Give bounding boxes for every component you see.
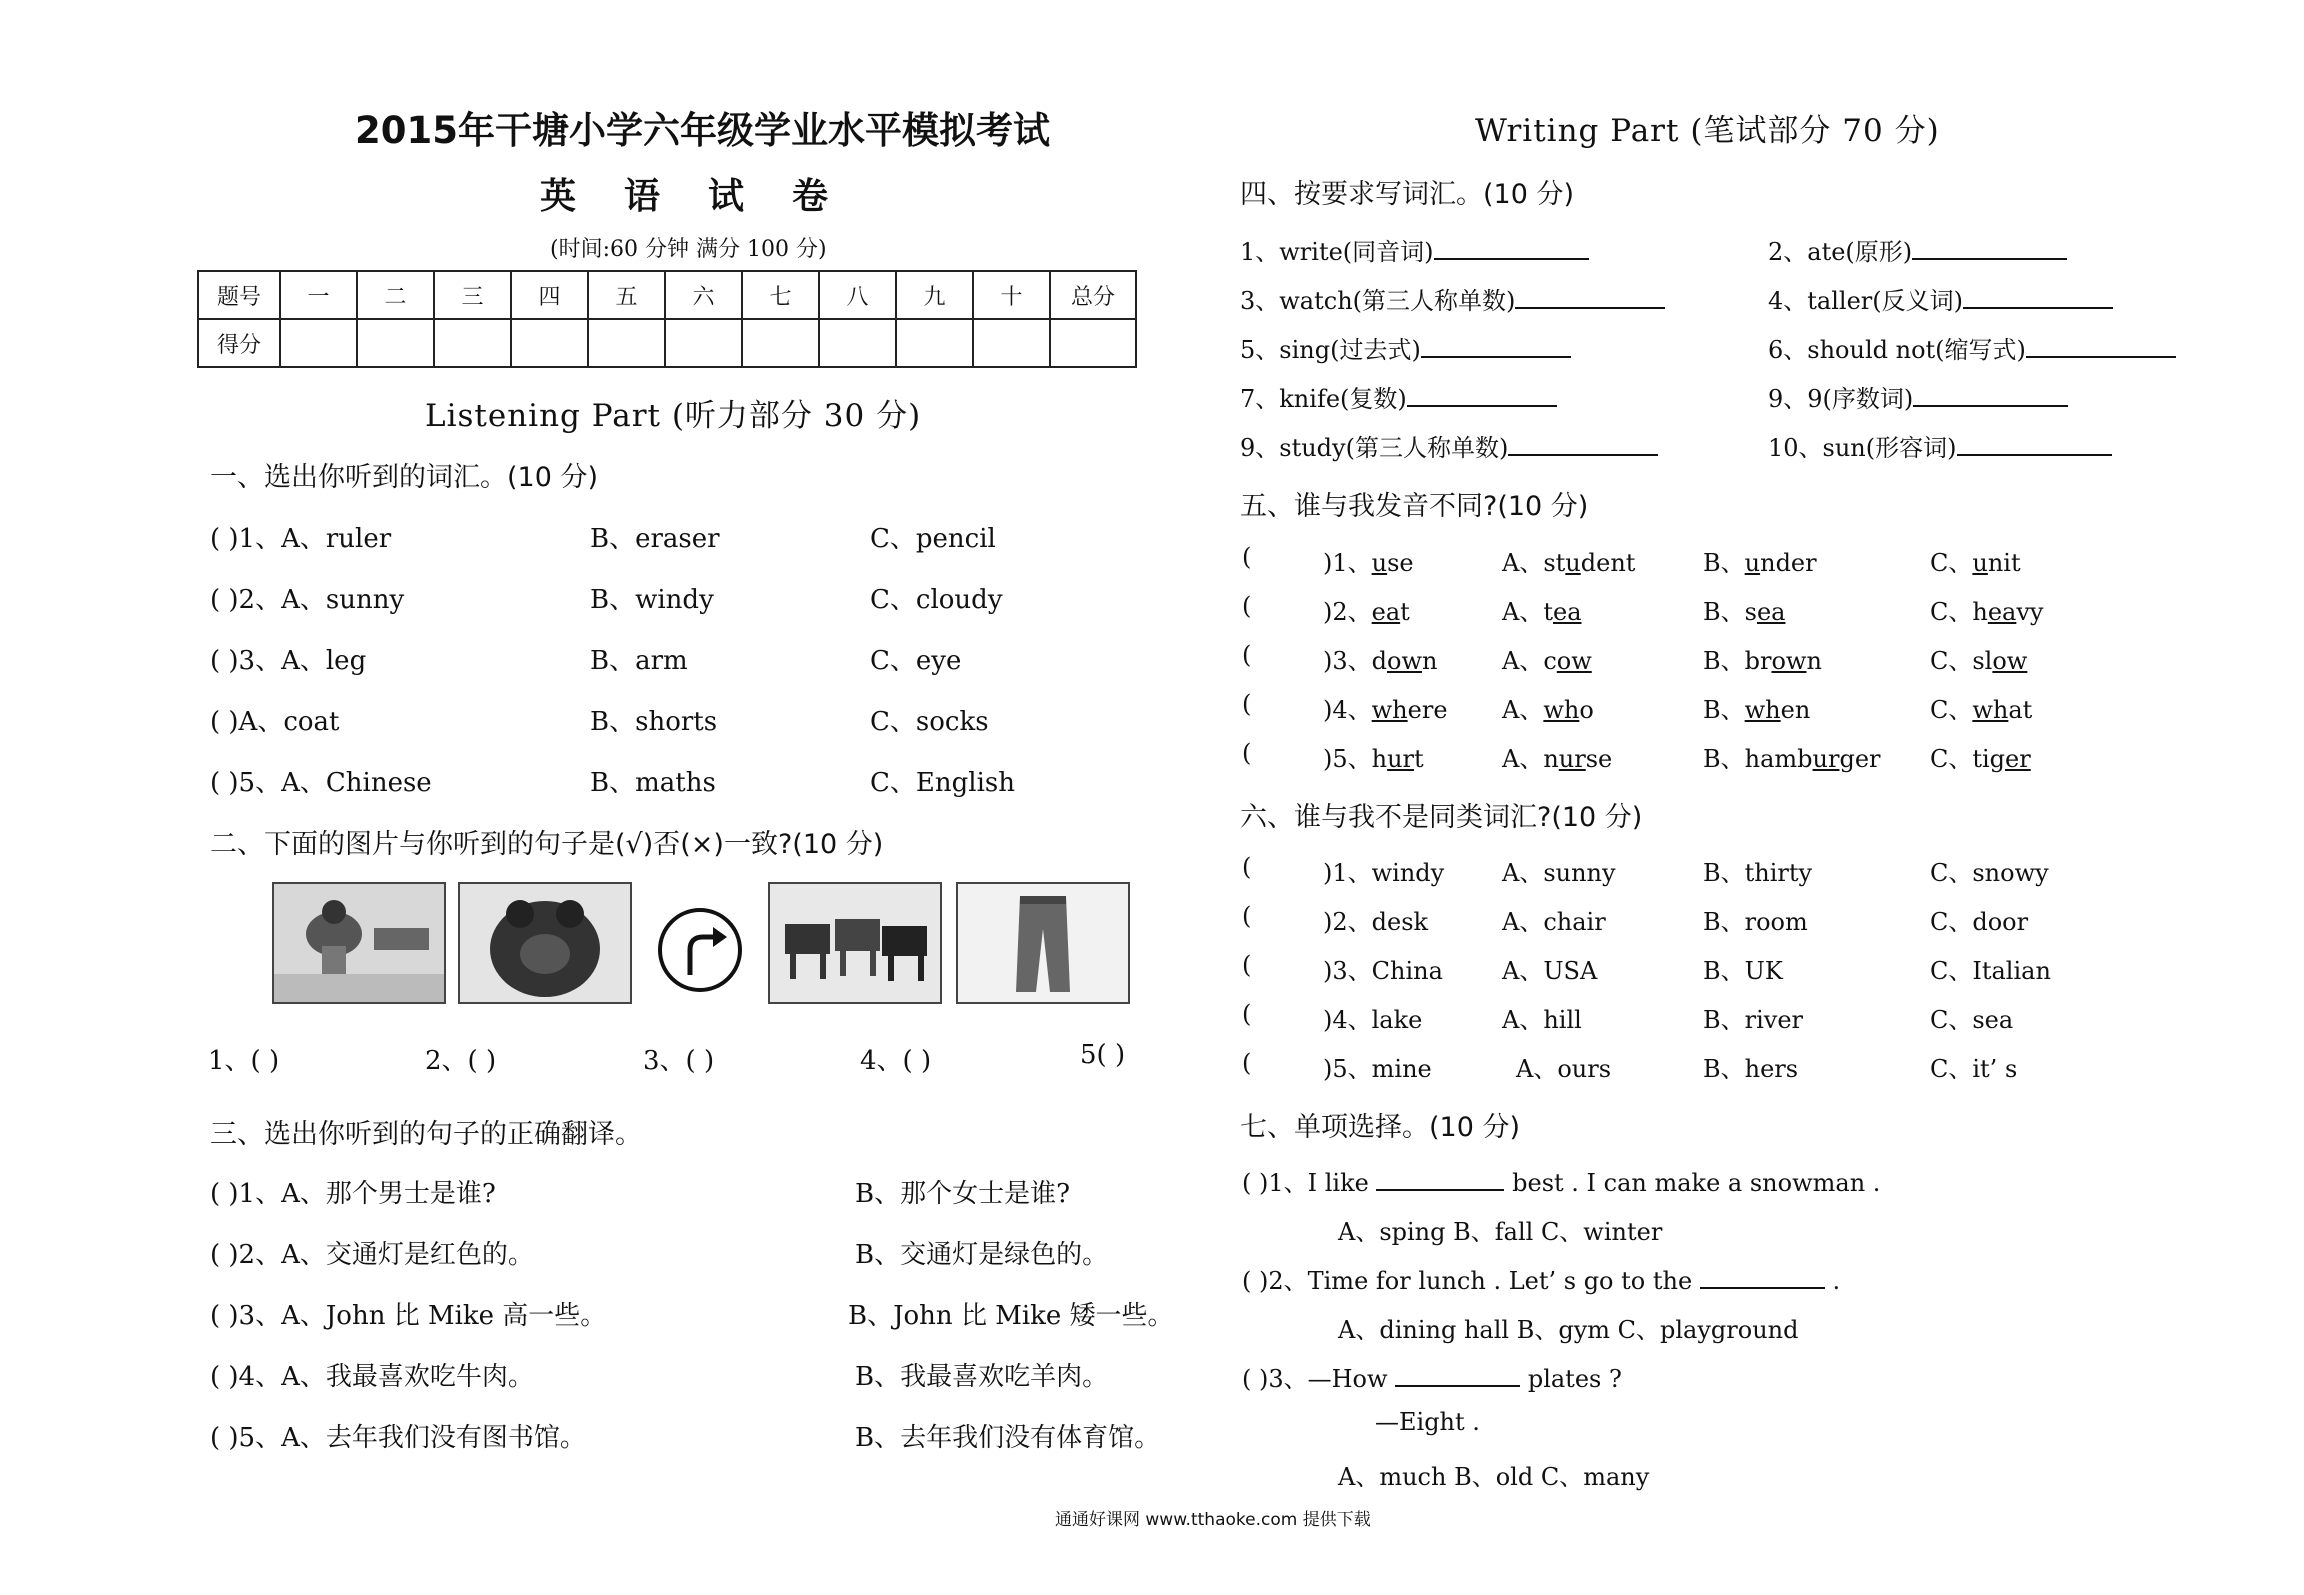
bear-photo (458, 882, 632, 1004)
option-c: C、socks (870, 707, 989, 737)
score-table (197, 270, 1137, 368)
mc-options: A、dining hall B、gym C、playground (1338, 1316, 1799, 1344)
paren: ( (1242, 902, 1252, 930)
score-label: 得分 (198, 319, 280, 367)
exam-meta: (时间:60 分钟 满分 100 分) (550, 237, 827, 262)
mc-question-2 (1242, 1261, 1840, 1296)
mc-dialog-line: —Eight . (1375, 1408, 1480, 1436)
section-5-title: 五、谁与我发音不同?(10 分) (1240, 491, 1589, 522)
question-number: ( )5、A、Chinese (210, 768, 432, 798)
score-blank[interactable] (588, 319, 665, 367)
question-stem: ( )1、I like (1242, 1169, 1369, 1197)
answer-blank[interactable] (1376, 1188, 1504, 1191)
pronunciation-row: ( (1242, 592, 1252, 620)
word-task (1240, 330, 1571, 365)
pronunciation-row: A、cow (1502, 647, 1592, 675)
answer-blank[interactable] (2026, 355, 2176, 358)
question-number: ( )1、A、ruler (210, 524, 392, 554)
word-task-label: 7、knife(复数) (1240, 385, 1407, 413)
pronunciation-row: )3、down (1323, 647, 1438, 675)
pronunciation-row: B、under (1703, 549, 1817, 577)
option-c: C、English (870, 768, 1015, 798)
option-a: A、ours (1516, 1055, 1612, 1083)
subject-char: 卷 (792, 176, 831, 217)
word-task (1240, 281, 1665, 316)
word-task-label: 6、should not(缩写式) (1768, 336, 2026, 364)
option-b: B、UK (1703, 957, 1783, 985)
paren: ( (1242, 853, 1252, 881)
pronunciation-row: ( (1242, 690, 1252, 718)
question-stem: ( )3、—How (1242, 1365, 1388, 1393)
score-blank[interactable] (1050, 319, 1136, 367)
score-cell: 七 (742, 271, 819, 319)
question-number: ( )2、A、sunny (210, 585, 405, 615)
score-value-row (198, 319, 1136, 367)
option-b: B、windy (590, 585, 714, 615)
subject-char: 语 (624, 176, 663, 217)
answer-blank[interactable] (1912, 257, 2067, 260)
section-6-title: 六、谁与我不是同类词汇?(10 分) (1240, 802, 1643, 833)
pronunciation-row: A、tea (1502, 598, 1582, 626)
translation-option-b: B、那个女士是谁? (855, 1179, 1071, 1209)
pronunciation-row: ( (1242, 641, 1252, 669)
pronunciation-row: ( (1242, 739, 1252, 767)
question-stem-end: . (1832, 1267, 1841, 1295)
answer-blank[interactable] (1700, 1286, 1825, 1289)
section-4-title: 四、按要求写词汇。(10 分) (1240, 179, 1575, 210)
translation-option-a: ( )1、A、那个男士是谁? (210, 1179, 496, 1209)
option-b: B、room (1703, 908, 1808, 936)
answer-blank[interactable] (1407, 404, 1557, 407)
score-cell: 九 (896, 271, 973, 319)
mc-options: A、sping B、fall C、winter (1338, 1218, 1663, 1246)
word-task-label: 9、study(第三人称单数) (1240, 434, 1509, 462)
translation-option-b: B、交通灯是绿色的。 (855, 1240, 1109, 1270)
answer-blank[interactable] (1395, 1384, 1520, 1387)
question-stem-end: best . I can make a snowman . (1512, 1169, 1881, 1197)
translation-option-a: ( )5、A、去年我们没有图书馆。 (210, 1423, 586, 1453)
pronunciation-row: C、tiger (1930, 745, 2031, 773)
option-b: B、thirty (1703, 859, 1813, 887)
pronunciation-row: )5、hurt (1323, 745, 1424, 773)
score-blank[interactable] (280, 319, 357, 367)
pronunciation-row: C、what (1930, 696, 2033, 724)
answer-blank[interactable] (1957, 453, 2112, 456)
question-stem-end: plates ? (1527, 1365, 1622, 1393)
score-cell: 二 (357, 271, 434, 319)
option-c: C、Italian (1930, 957, 2051, 985)
score-cell: 四 (511, 271, 588, 319)
translation-option-a: ( )2、A、交通灯是红色的。 (210, 1240, 534, 1270)
pronunciation-row: C、unit (1930, 549, 2021, 577)
page-title: 2015年干塘小学六年级学业水平模拟考试 (355, 109, 1050, 152)
pronunciation-row: )4、where (1323, 696, 1448, 724)
score-blank[interactable] (973, 319, 1050, 367)
pronunciation-row: B、hamburger (1703, 745, 1881, 773)
score-cell: 总分 (1050, 271, 1136, 319)
score-blank[interactable] (896, 319, 973, 367)
option-b: B、eraser (590, 524, 720, 554)
category-word: )1、windy (1323, 859, 1445, 887)
paren: ( (1242, 1049, 1252, 1077)
category-word: )4、lake (1323, 1006, 1423, 1034)
word-task (1768, 232, 2067, 267)
option-b: B、arm (590, 646, 688, 676)
score-blank[interactable] (357, 319, 434, 367)
pronunciation-row: B、when (1703, 696, 1811, 724)
word-task (1768, 379, 2068, 414)
translation-option-b: B、我最喜欢吃羊肉。 (855, 1362, 1109, 1392)
pronunciation-row: ( (1242, 543, 1252, 571)
answer-blank[interactable] (1913, 404, 2068, 407)
section-2-title: 二、下面的图片与你听到的句子是(√)否(×)一致?(10 分) (210, 829, 884, 860)
pronunciation-row: )1、use (1323, 549, 1414, 577)
section-1-title: 一、选出你听到的词汇。(10 分) (210, 462, 599, 493)
pronunciation-row: A、nurse (1502, 745, 1613, 773)
word-task (1240, 232, 1589, 267)
pronunciation-row: A、student (1502, 549, 1636, 577)
answer-slot[interactable]: 1、( ) (208, 1046, 280, 1076)
cows-photo (768, 882, 942, 1004)
option-c: C、snowy (1930, 859, 2049, 887)
score-cell: 题号 (198, 271, 280, 319)
mc-options: A、much B、old C、many (1338, 1463, 1650, 1491)
option-c: C、cloudy (870, 585, 1003, 615)
score-blank[interactable] (819, 319, 896, 367)
option-b: B、hers (1703, 1055, 1799, 1083)
footer-credit: 通通好课网 www.tthaoke.com 提供下载 (1055, 1510, 1371, 1530)
paren: ( (1242, 1000, 1252, 1028)
pronunciation-row: C、heavy (1930, 598, 2044, 626)
writing-heading: Writing Part (笔试部分 70 分) (1475, 113, 1940, 149)
pronunciation-row: )2、eat (1323, 598, 1410, 626)
word-task (1240, 428, 1658, 463)
word-task-label: 10、sun(形容词) (1768, 434, 1957, 462)
option-b: B、maths (590, 768, 716, 798)
answer-blank[interactable] (1963, 306, 2113, 309)
answer-blank[interactable] (1434, 257, 1589, 260)
category-word: )3、China (1323, 957, 1443, 985)
score-cell: 一 (280, 271, 357, 319)
score-cell: 六 (665, 271, 742, 319)
word-task (1768, 428, 2112, 463)
score-header-row (198, 271, 1136, 319)
option-c: C、it’ s (1930, 1055, 2018, 1083)
word-task-label: 1、write(同音词) (1240, 238, 1434, 266)
subject-char: 试 (708, 176, 747, 217)
trousers-photo (956, 882, 1130, 1004)
question-number: ( )3、A、leg (210, 646, 367, 676)
pronunciation-row: B、brown (1703, 647, 1822, 675)
mc-question-3 (1242, 1359, 1622, 1394)
word-task (1768, 281, 2113, 316)
category-word: )5、mine (1323, 1055, 1432, 1083)
option-c: C、sea (1930, 1006, 2014, 1034)
pronunciation-row: A、who (1502, 696, 1594, 724)
score-cell: 三 (434, 271, 511, 319)
question-number: ( )A、coat (210, 707, 340, 737)
section-7-title: 七、单项选择。(10 分) (1240, 1112, 1521, 1143)
category-word: )2、desk (1323, 908, 1429, 936)
word-task (1240, 379, 1557, 414)
question-stem: ( )2、Time for lunch . Let’ s go to the (1242, 1267, 1693, 1295)
answer-blank[interactable] (1515, 306, 1665, 309)
section-3-title: 三、选出你听到的句子的正确翻译。 (210, 1119, 642, 1150)
option-c: C、door (1930, 908, 2029, 936)
score-blank[interactable] (742, 319, 819, 367)
word-task-label: 4、taller(反义词) (1768, 287, 1963, 315)
turn-right-sign-icon (655, 905, 745, 999)
word-task-label: 5、sing(过去式) (1240, 336, 1421, 364)
answer-slot[interactable]: 3、( ) (643, 1046, 715, 1076)
option-a: A、hill (1502, 1006, 1582, 1034)
option-c: C、eye (870, 646, 962, 676)
subject-title (540, 168, 876, 219)
option-a: A、sunny (1502, 859, 1616, 887)
option-b: B、shorts (590, 707, 718, 737)
mc-question-1 (1242, 1163, 1880, 1198)
subject-char: 英 (540, 176, 579, 217)
word-task-label: 9、9(序数词) (1768, 385, 1914, 413)
child-playing-photo (272, 882, 446, 1004)
word-task-label: 2、ate(原形) (1768, 238, 1913, 266)
option-c: C、pencil (870, 524, 996, 554)
answer-blank[interactable] (1508, 453, 1658, 456)
score-cell: 十 (973, 271, 1050, 319)
translation-option-a: ( )4、A、我最喜欢吃牛肉。 (210, 1362, 534, 1392)
word-task (1768, 330, 2176, 365)
score-cell: 八 (819, 271, 896, 319)
answer-slot[interactable]: 4、( ) (860, 1046, 932, 1076)
pronunciation-row: B、sea (1703, 598, 1786, 626)
option-a: A、chair (1502, 908, 1606, 936)
paren: ( (1242, 951, 1252, 979)
translation-option-a: ( )3、A、John 比 Mike 高一些。 (210, 1301, 607, 1331)
listening-heading: Listening Part (听力部分 30 分) (425, 398, 922, 434)
translation-option-b: B、John 比 Mike 矮一些。 (848, 1301, 1174, 1331)
word-task-label: 3、watch(第三人称单数) (1240, 287, 1516, 315)
score-cell: 五 (588, 271, 665, 319)
answer-blank[interactable] (1421, 355, 1571, 358)
translation-option-b: B、去年我们没有体育馆。 (855, 1423, 1161, 1453)
score-blank[interactable] (434, 319, 511, 367)
option-a: A、USA (1502, 957, 1598, 985)
answer-slot[interactable]: 2、( ) (425, 1046, 497, 1076)
option-b: B、river (1703, 1006, 1804, 1034)
answer-slot[interactable]: 5( ) (1080, 1040, 1126, 1070)
pronunciation-row: C、slow (1930, 647, 2028, 675)
score-blank[interactable] (665, 319, 742, 367)
score-blank[interactable] (511, 319, 588, 367)
